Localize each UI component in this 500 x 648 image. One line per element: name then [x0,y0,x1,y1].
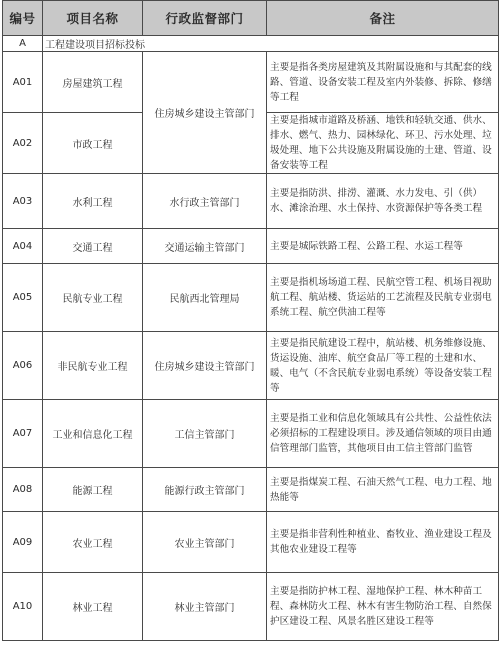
table-row [3,512,499,573]
row-code: A04 [3,229,43,264]
row-note: 主要是指防洪、排涝、灌溉、水力发电、引（供）水、滩涂治理、水土保持、水资源保护等各类工程 [267,174,499,229]
row-note: 主要是指煤炭工程、石油天然气工程、电力工程、地热能等 [267,468,499,512]
row-name: 市政工程 [43,113,143,174]
row-note: 主要是指各类房屋建筑及其附属设施和与其配套的线路、管道、设备安装工程及室内外装修、拆除、修缮等工程 [267,52,499,113]
regulation-table [2,0,499,641]
row-name: 非民航专业工程 [43,332,143,400]
row-note: 主要是指民航建设工程中，航站楼、机务维修设施、货运设施、油库、航空食品厂等工程的土建和水、暖、电气（不含民航专业弱电系统）等设备安装工程等 [267,332,499,400]
table-header-row [3,1,499,36]
row-dept: 能源行政主管部门 [143,468,267,512]
row-name: 水利工程 [43,174,143,229]
row-note: 主要是指城市道路及桥涵、地铁和轻轨交通、供水、排水、燃气、热力、园林绿化、环卫、污水处理、垃圾处理、地下公共设施及附属设施的土建、管道、设备安装等工程 [267,113,499,174]
row-code: A01 [3,52,43,113]
section-code: A [3,36,43,52]
table-row [3,264,499,332]
row-note: 主要是指机场场道工程、民航空管工程、机场目视助航工程、航站楼、货运站的工艺流程及民航专业弱电系统工程、航空供油工程等 [267,264,499,332]
table-row [3,229,499,264]
row-code: A10 [3,573,43,641]
table-row [3,573,499,641]
row-code: A08 [3,468,43,512]
row-name: 林业工程 [43,573,143,641]
row-code: A05 [3,264,43,332]
row-code: A03 [3,174,43,229]
row-dept: 林业主管部门 [143,573,267,641]
row-name: 房屋建筑工程 [43,52,143,113]
row-name: 能源工程 [43,468,143,512]
row-code: A07 [3,400,43,468]
row-name: 工业和信息化工程 [43,400,143,468]
row-note: 主要是城际铁路工程、公路工程、水运工程等 [267,229,499,264]
row-dept: 民航西北管理局 [143,264,267,332]
table-row [3,52,499,113]
header-note: 备注 [267,1,499,36]
row-dept: 工信主管部门 [143,400,267,468]
row-code: A02 [3,113,43,174]
row-note: 主要是指防护林工程、湿地保护工程、林木种苗工程、森林防火工程、林木有害生物防治工程、自然保护区建设工程、风景名胜区建设工程等 [267,573,499,641]
header-code: 编号 [3,1,43,36]
row-code: A06 [3,332,43,400]
row-note: 主要是指非营利性种植业、畜牧业、渔业建设工程及其他农业建设工程等 [267,512,499,573]
row-name: 民航专业工程 [43,264,143,332]
row-dept: 住房城乡建设主管部门 [143,52,267,174]
row-name: 农业工程 [43,512,143,573]
table-row [3,468,499,512]
header-dept: 行政监督部门 [143,1,267,36]
table-row [3,332,499,400]
table-row [3,174,499,229]
row-name: 交通工程 [43,229,143,264]
header-name: 项目名称 [43,1,143,36]
table-row [3,400,499,468]
row-note: 主要是指工业和信息化领域具有公共性、公益性依法必须招标的工程建设项目。涉及通信领域的项目由通信管理部门监管，其他项目由工信主管部门监管 [267,400,499,468]
row-code: A09 [3,512,43,573]
row-dept: 住房城乡建设主管部门 [143,332,267,400]
row-dept: 农业主管部门 [143,512,267,573]
section-row [3,36,499,52]
section-title: 工程建设项目招标投标 [43,36,499,52]
row-dept: 水行政主管部门 [143,174,267,229]
row-dept: 交通运输主管部门 [143,229,267,264]
